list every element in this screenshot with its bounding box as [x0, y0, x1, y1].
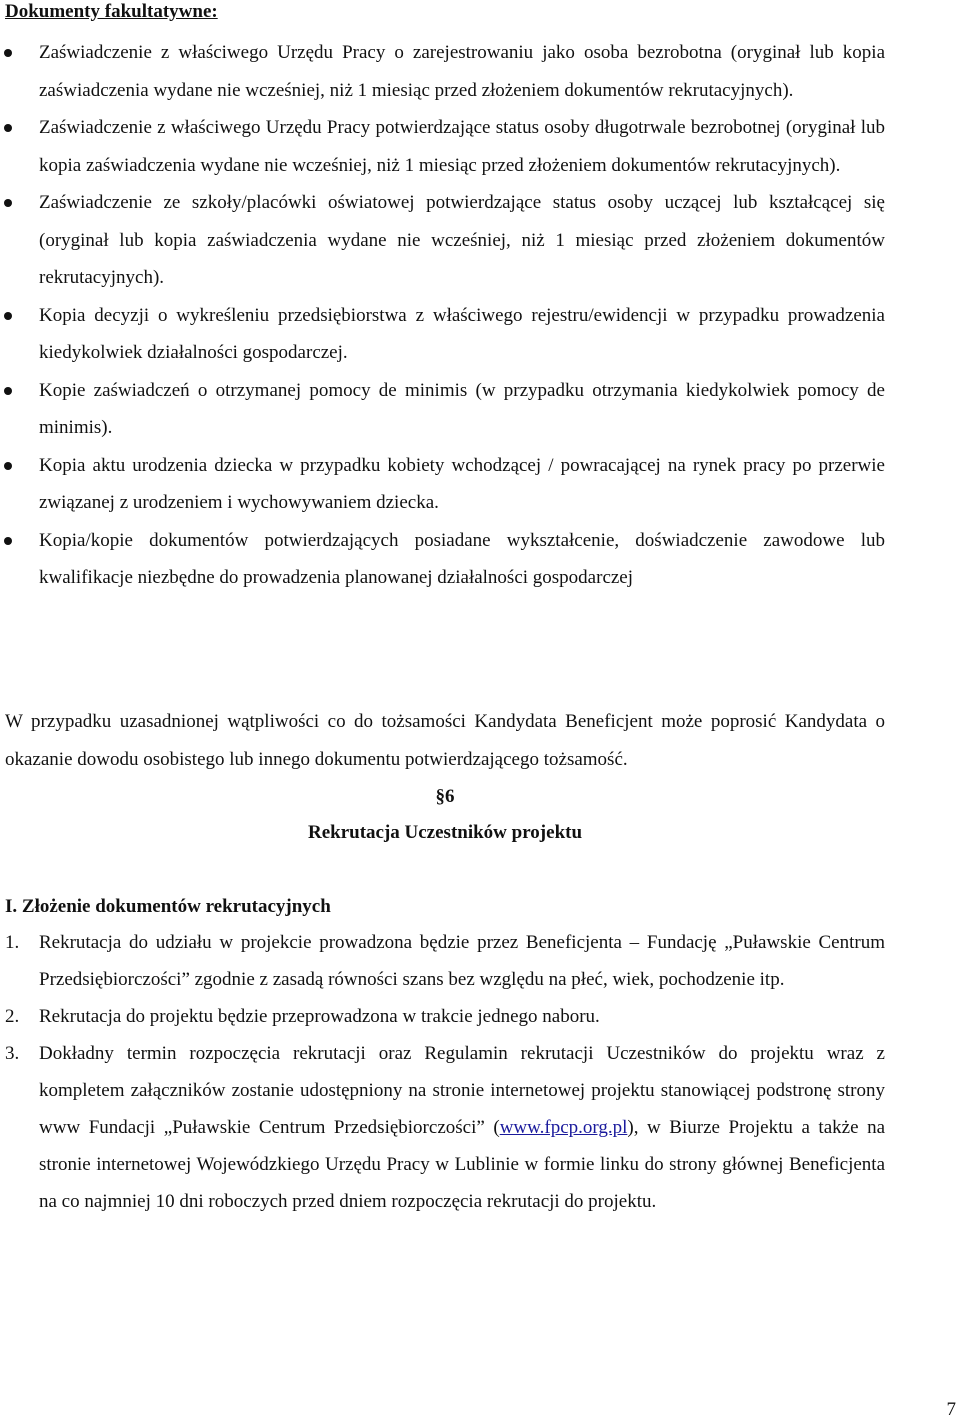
list-item-text: Zaświadczenie z właściwego Urzędu Pracy o zarejestrowaniu jako osoba bezrobotna (oryginał lub kopia zaświadczenia wydane nie wcześniej, niż 1 miesiąc przed złożeniem dokumentów rekrutacyjnych).	[39, 42, 885, 101]
list-item-text-after-link: ), w Biurze Projektu a także na stronie internetowej Wojewódzkiego Urzędu Pracy w Lublinie w formie linku do strony głównej Beneficjenta na co najmniej 10 dni roboczych przed dniem rozpoczęcia rekrutacji do projektu.	[39, 1117, 886, 1212]
optional-documents-heading: Dokumenty fakultatywne:	[5, 1, 218, 22]
list-number: 3.	[5, 1043, 20, 1064]
bullet-icon	[4, 537, 12, 545]
identity-paragraph: W przypadku uzasadnionej wątpliwości co do tożsamości Kandydata Beneficjent może poprosić Kandydata o okazanie dowodu osobistego lub innego dokumentu potwierdzającego tożsamość.	[5, 711, 885, 770]
list-item-text: Kopia decyzji o wykreśleniu przedsiębiorstwa z właściwego rejestru/ewidencji w przypadku prowadzenia kiedykolwiek działalności gospodarczej.	[39, 304, 885, 363]
list-item-text: Zaświadczenie z właściwego Urzędu Pracy potwierdzające status osoby długotrwale bezrobotnej (oryginał lub kopia zaświadczenia wydane nie wcześniej, niż 1 miesiąc przed złożeniem dokumentów rekrutacyjnych).	[39, 117, 885, 176]
list-item-text: Kopia/kopie dokumentów potwierdzających posiadane wykształcenie, doświadczenie zawodowe lub kwalifikacje niezbędne do prowadzenia planowanej działalności gospodarczej	[39, 529, 885, 588]
list-item	[0, 372, 960, 447]
fpcp-website-link[interactable]: www.fpcp.org.pl	[499, 1117, 628, 1138]
list-item	[0, 109, 960, 184]
list-item-text: Kopie zaświadczeń o otrzymanej pomocy de minimis (w przypadku otrzymania kiedykolwiek pomocy de minimis).	[39, 379, 885, 438]
subsection-title: I. Złożenie dokumentów rekrutacyjnych	[5, 896, 331, 917]
list-item	[0, 998, 960, 1035]
bullet-icon	[4, 387, 12, 395]
list-item-text-before-link: Dokładny termin rozpoczęcia rekrutacji oraz Regulamin rekrutacji Uczestników do projektu wraz z kompletem załączników zostanie udostępniony na stronie internetowej projektu stanowiącej podstronę strony www Fundacji „Puławskie Centrum Przedsiębiorczości” (	[39, 1043, 885, 1138]
list-item-text: Kopia aktu urodzenia dziecka w przypadku kobiety wchodzącej / powracającej na rynek pracy po przerwie związanej z urodzeniem i wychowywaniem dziecka.	[39, 454, 885, 513]
list-item-text: Rekrutacja do projektu będzie przeprowadzona w trakcie jednego naboru.	[39, 1006, 600, 1027]
list-item	[0, 924, 960, 998]
page-number: 7	[946, 1399, 956, 1420]
bullet-icon	[4, 124, 12, 132]
list-item	[0, 184, 960, 297]
list-number: 2.	[5, 1006, 20, 1027]
bullet-icon	[4, 462, 12, 470]
bullet-icon	[4, 199, 12, 207]
bullet-icon	[4, 312, 12, 320]
list-item	[0, 1035, 960, 1220]
list-item-text: Rekrutacja do udziału w projekcie prowadzona będzie przez Beneficjenta – Fundację „Puławskie Centrum Przedsiębiorczości” zgodnie z zasadą równości szans bez względu na płeć, wiek, pochodzenie itp.	[39, 932, 885, 990]
list-item-text: Zaświadczenie ze szkoły/placówki oświatowej potwierdzające status osoby uczącej lub kształcącej się (oryginał lub kopia zaświadczenia wydane nie wcześniej, niż 1 miesiąc przed złożeniem dokumentów rekrutacyjnych).	[39, 192, 885, 288]
recruitment-list	[0, 924, 960, 1220]
list-item	[0, 447, 960, 522]
list-number: 1.	[5, 932, 20, 953]
list-item	[0, 297, 960, 372]
list-item	[0, 34, 960, 109]
bullet-icon	[4, 49, 12, 57]
section-title: Rekrutacja Uczestników projektu	[307, 822, 583, 843]
list-item	[0, 522, 960, 597]
paragraph-number: §6	[435, 786, 455, 807]
optional-documents-list	[0, 34, 960, 597]
